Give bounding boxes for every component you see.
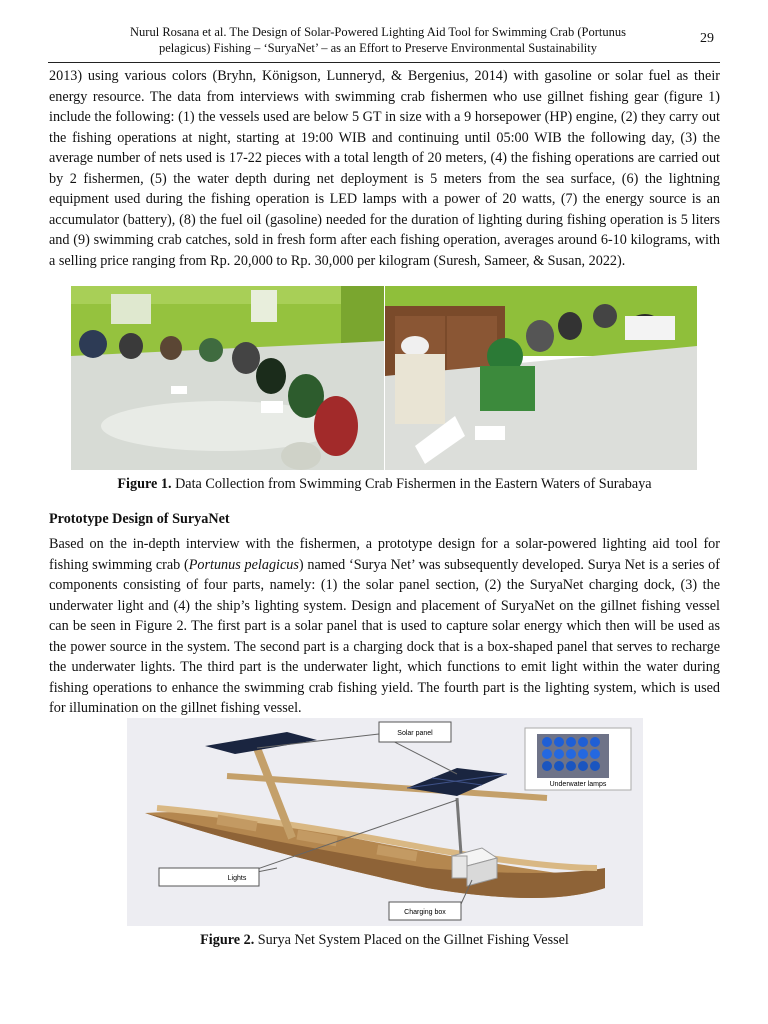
- figure-1-caption: [49, 476, 720, 493]
- running-header: [48, 22, 720, 63]
- figure-2-caption: [49, 932, 720, 949]
- running-header-title: Nurul Rosana et al. The Design of Solar-Powered Lighting Aid Tool for Swimming Crab (Portunus pelagicus) Fishing – ‘SuryaNet’ – as an Effort to Preserve Environmental Sustainability: [130, 25, 626, 55]
- underwater-lamps-icon: [537, 734, 609, 778]
- figure-1-photo-left: [71, 286, 384, 470]
- suryanet-boat-illustration: [127, 718, 643, 926]
- fishermen-meeting-photo-left: [71, 286, 384, 470]
- section-heading: Prototype Design of SuryaNet: [49, 511, 230, 527]
- figure-2-diagram: [127, 718, 643, 926]
- figure-1-caption-text: Data Collection from Swimming Crab Fishermen in the Eastern Waters of Surabaya: [171, 476, 652, 492]
- figure-1-label: Figure 1.: [117, 476, 172, 492]
- figure-2-caption-text: Surya Net System Placed on the Gillnet Fishing Vessel: [254, 932, 569, 948]
- lights-label: Lights: [227, 875, 247, 882]
- fishermen-meeting-photo-right: [385, 286, 697, 470]
- body-paragraph-2-part-1: Based on the in-depth interview with the fishermen, a prototype design for a solar-powered lighting aid tool for fishing swimming crab (: [49, 536, 720, 573]
- figure-2-label: Figure 2.: [200, 932, 255, 948]
- solar-panel-label: Solar panel: [397, 730, 433, 737]
- charging-box-label: Charging box: [404, 909, 446, 916]
- body-paragraph-2: [49, 534, 720, 719]
- figure-1-photo-right: [385, 286, 697, 470]
- underwater-lamps-label: Underwater lamps: [549, 781, 607, 788]
- body-paragraph-2-part-2: ) named ‘Surya Net’ was subsequently developed. Surya Net is a series of components consisting of four parts, namely: (1) the solar panel section, (2) the SuryaNet charging dock, (3) the underwater light and (4) the ship’s lighting system. Design and placement of SuryaNet on the gillnet fishing vessel can be seen in Figure 2. The first part is a solar panel that is used to capture solar energy which then will be used as the power source in the system. The second part is a charging dock that is a box-shaped panel that serves to recharge the underwater lights. The third part is the underwater light, which functions to emit light within the water during fishing operations to enhance the swimming crab fishing yield. The fourth part is the lighting system, which is used for illumination on the gillnet fishing vessel.: [49, 556, 720, 716]
- page-number: 29: [700, 31, 714, 46]
- body-paragraph-1: 2013) using various colors (Bryhn, Königson, Lunneryd, & Bergenius, 2014) with gasoline or solar fuel as their energy resource. The data from interviews with swimming crab fishermen who use gillnet fishing gear (figure 1) include the following: (1) the vessels used are below 5 GT in size with a 9 horsepower (HP) engine, (2) they carry out the fishing operations at night, starting at 19:00 WIB and continuing until 05:00 WIB the following day, (3) the average number of nets used is 17-22 pieces with a total length of 20 meters, (4) the fishing operations are carried out by 2 fishermen, (5) the water depth during net deployment is 5 meters from the sea surface, (6) the lightning equipment used during the fishing operation is LED lamps with a power of 20 watts, (7) the energy source is an accumulator (battery), (8) the fuel oil (gasoline) needed for the duration of lighting during fishing operation is 5 liters and (9) swimming crab catches, sold in fresh form after each fishing operation, averages around 6-10 kilograms, with a selling price ranging from Rp. 20,000 to Rp. 30,000 per kilogram (Suresh, Sameer, & Susan, 2022).: [49, 68, 720, 269]
- species-name-italic: Portunus pelagicus: [188, 556, 299, 573]
